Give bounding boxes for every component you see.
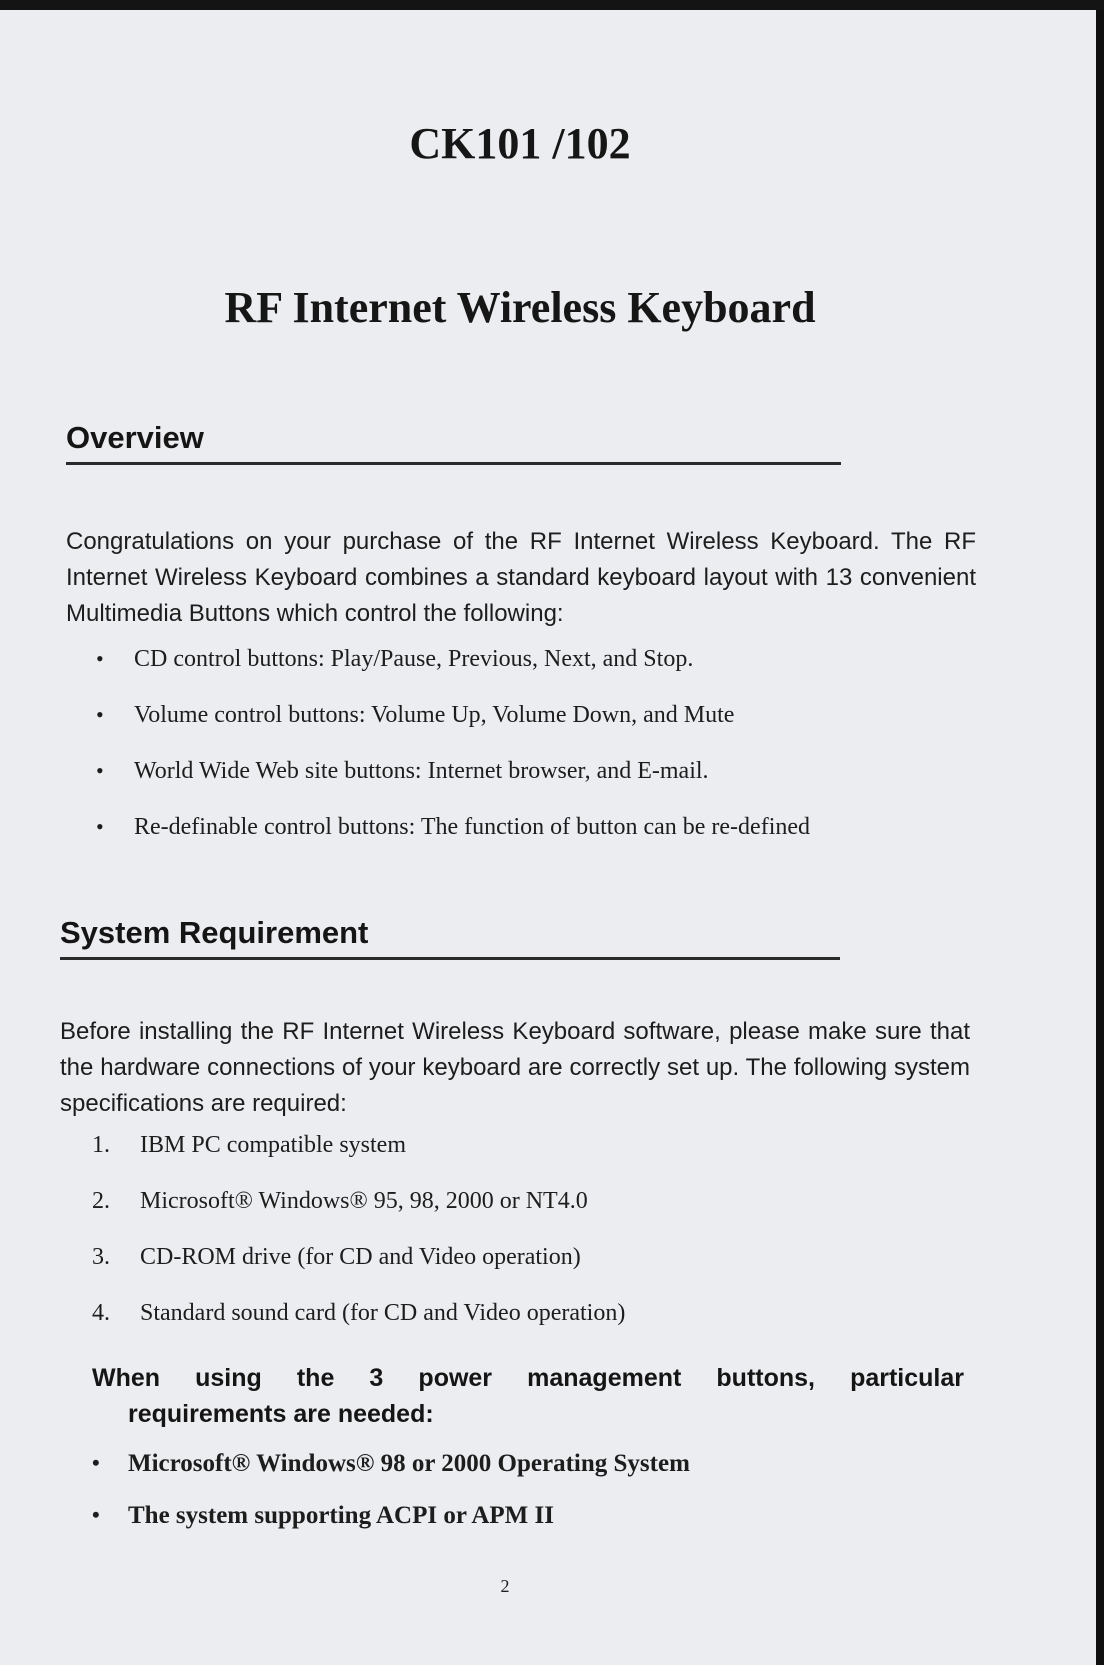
- page-number: 2: [500, 1576, 510, 1596]
- bullet-icon: •: [96, 702, 104, 727]
- list-item-text: CD-ROM drive (for CD and Video operation): [140, 1244, 581, 1270]
- bullet-icon: •: [96, 646, 104, 671]
- overview-paragraph: Congratulations on your purchase of the RF Internet Wireless Keyboard. The RF Internet Wireless Keyboard combines a standard keyboard layout with 13 convenient Multimedia Buttons which control the following:: [66, 528, 976, 627]
- power-note-line-2: requirements are needed:: [128, 1400, 434, 1428]
- list-item: [96, 814, 956, 870]
- document-subtitle: RF Internet Wireless Keyboard: [224, 283, 816, 332]
- list-item: [92, 1300, 892, 1356]
- list-item: [96, 702, 956, 758]
- list-number: 4.: [92, 1300, 110, 1326]
- list-item-text: World Wide Web site buttons: Internet browser, and E-mail.: [134, 758, 709, 784]
- system-requirement-heading: System Requirement: [60, 915, 840, 960]
- power-management-note: [92, 1360, 964, 1432]
- list-item-text: IBM PC compatible system: [140, 1132, 406, 1158]
- power-requirements-list: [92, 1450, 892, 1554]
- scan-edge: [1096, 10, 1104, 1665]
- document-page: [0, 10, 1096, 1665]
- bullet-icon: •: [96, 814, 104, 839]
- list-number: 3.: [92, 1244, 110, 1270]
- overview-heading: Overview: [66, 420, 841, 465]
- system-requirement-paragraph: Before installing the RF Internet Wireless Keyboard software, please make sure that the hardware connections of your keyboard are correctly set up. The following system specifications are required:: [60, 1018, 970, 1117]
- list-item: [92, 1502, 892, 1554]
- list-item-text: Microsoft® Windows® 98 or 2000 Operating System: [128, 1450, 690, 1477]
- bullet-icon: •: [92, 1502, 100, 1527]
- list-item-text: Re-definable control buttons: The function of button can be re-defined: [134, 814, 811, 840]
- overview-bullet-list: [96, 646, 956, 870]
- list-item: [92, 1244, 892, 1300]
- requirements-numbered-list: [92, 1132, 892, 1356]
- bullet-icon: •: [92, 1450, 100, 1475]
- document-title: CK101 /102: [409, 119, 631, 168]
- list-item: [92, 1450, 892, 1502]
- list-item: [92, 1188, 892, 1244]
- list-item-text: Volume control buttons: Volume Up, Volume Down, and Mute: [134, 702, 735, 728]
- list-number: 1.: [92, 1132, 110, 1158]
- list-item-text: Standard sound card (for CD and Video operation): [140, 1300, 626, 1326]
- bullet-icon: •: [96, 758, 104, 783]
- power-note-line-1: When using the 3 power management buttons, particular: [92, 1364, 964, 1392]
- list-item: [96, 646, 956, 702]
- list-item-text: The system supporting ACPI or APM II: [128, 1502, 554, 1529]
- list-item: [96, 758, 956, 814]
- list-item-text: Microsoft® Windows® 95, 98, 2000 or NT4.0: [140, 1188, 588, 1214]
- list-item-text: CD control buttons: Play/Pause, Previous, Next, and Stop.: [134, 646, 694, 672]
- list-item: [92, 1132, 892, 1188]
- list-number: 2.: [92, 1188, 110, 1214]
